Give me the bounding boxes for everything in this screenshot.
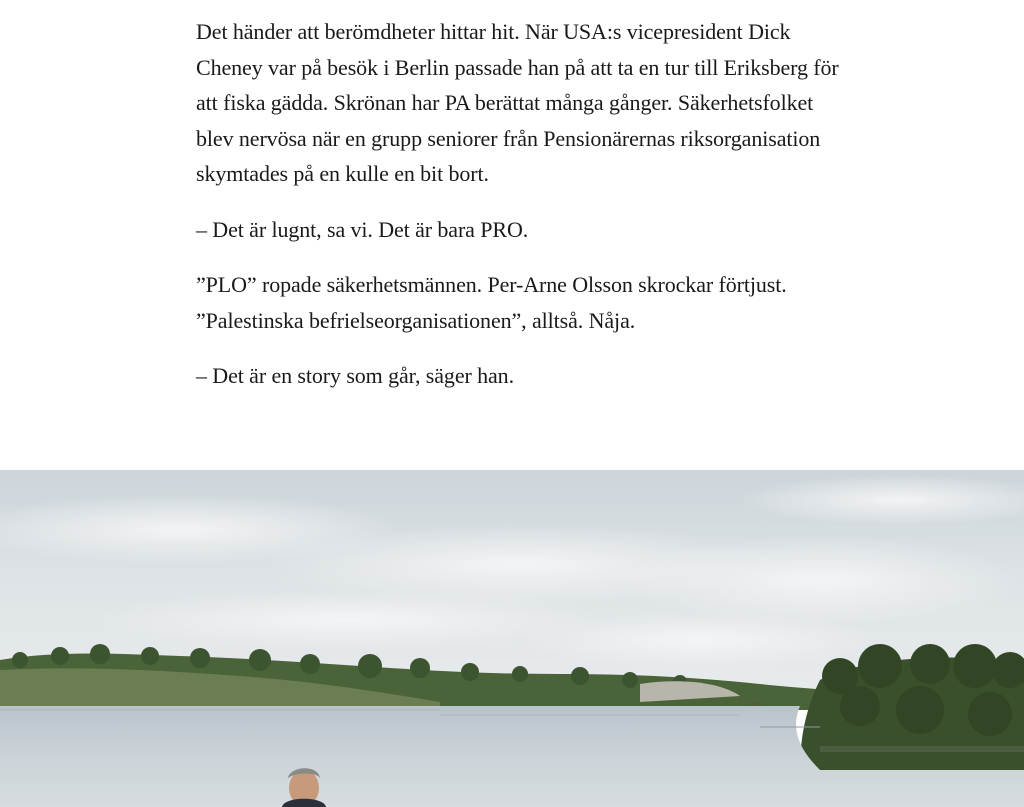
paragraph-plo: ”PLO” ropade säkerhetsmännen. Per-Arne Olsson skrockar förtjust. ”Palestinska befrielseorganisationen”, alltså. Nåja. — [196, 272, 787, 333]
article-body — [196, 14, 856, 414]
paragraph-cheney: Det händer att berömdheter hittar hit. När USA:s vicepresident Dick Cheney var på besök i Berlin passade han på att ta en tur till Eriksberg för att fiska gädda. Skrönan har PA berättat många gånger. Säkerhetsfolket blev nervösa när en grupp seniorer från Pensionärernas riksorganisation skymtades på en kulle en bit bort. — [196, 19, 839, 186]
lake-photo-image — [0, 470, 1024, 807]
paragraph-story: – Det är en story som går, säger han. — [196, 363, 514, 388]
lake-photo — [0, 470, 1024, 807]
paragraph-pro-quote: – Det är lugnt, sa vi. Det är bara PRO. — [196, 216, 529, 242]
